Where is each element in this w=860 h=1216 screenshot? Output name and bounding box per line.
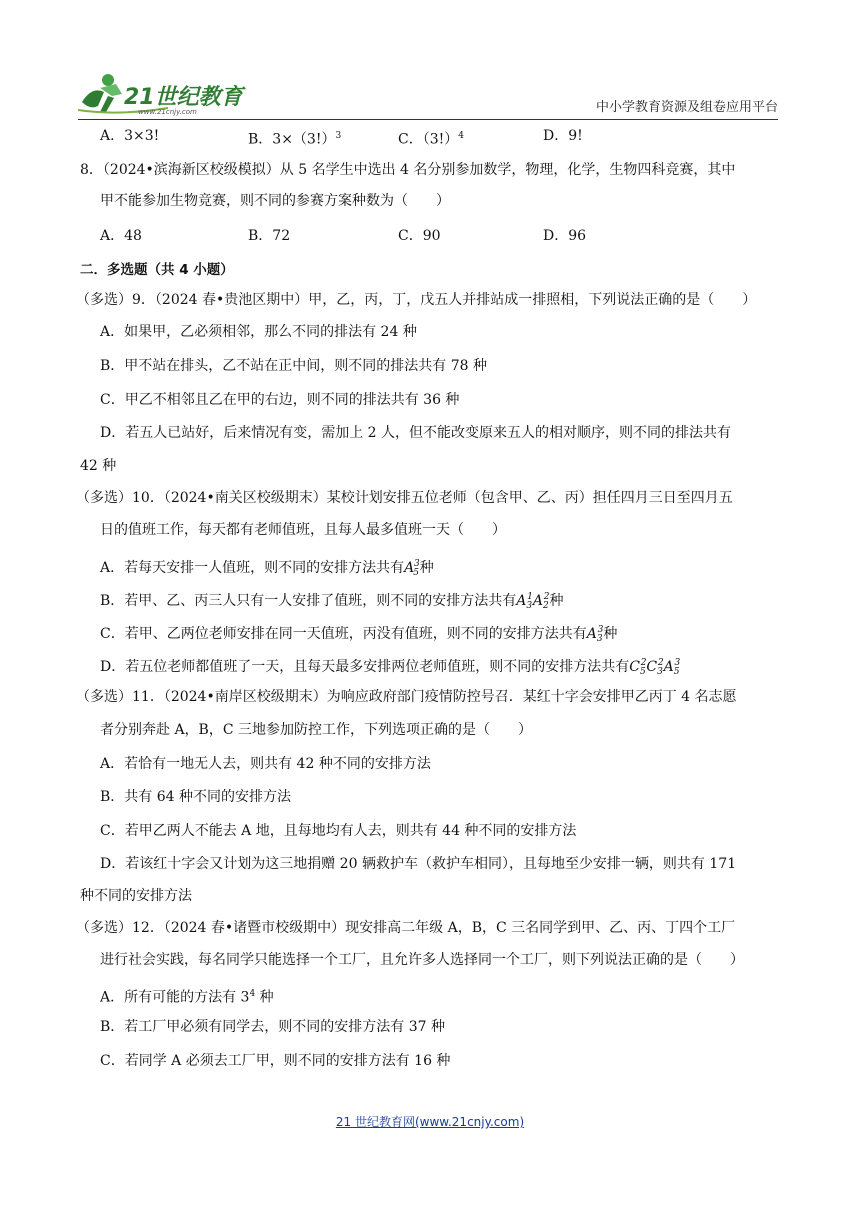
- q10-stem-1: （多选）10．（2024•南关区校级期末）某校计划安排五位老师（包含甲、乙、丙）担任四月三日至四月五: [76, 490, 733, 506]
- footer-link[interactable]: 21 世纪教育网(www.21cnjy.com): [335, 1115, 525, 1129]
- q12-option-a: A．所有可能的方法有 $3^4$ 种: [100, 989, 274, 1006]
- q9-option-d-cont: 42 种: [80, 458, 117, 474]
- page-header: [78, 58, 778, 118]
- q8-options: [80, 226, 780, 248]
- q12-stem-1: （多选）12．（2024 春•诸暨市校级期中）现安排高二年级 A，B，C 三名同学到甲、乙、丙、丁四个工厂: [76, 920, 736, 936]
- q10-option-a: A．若每天安排一人值班，则不同的安排方法共有$A_5^3$种: [100, 559, 434, 578]
- q7-option-b: B．$3\times(3!)^3$: [248, 131, 342, 148]
- q10-option-c: C．若甲、乙两位老师安排在同一天值班，丙没有值班，则不同的安排方法共有$A_3^3$种: [100, 625, 618, 644]
- section-heading: 二．多选题（共 4 小题）: [80, 262, 234, 278]
- svg-text:21世纪教育: 21世纪教育: [124, 85, 243, 110]
- q10-option-d: D．若五位老师都值班了一天，且每天最多安排两位老师值班，则不同的安排方法共有$C_5^2C_3^2A_5^3$: [100, 658, 681, 677]
- svg-text:www.21cnjy.com: www.21cnjy.com: [138, 108, 197, 116]
- q12-option-c: C．若同学 A 必须去工厂甲，则不同的安排方法有 16 种: [100, 1053, 451, 1069]
- q9-option-a: A．如果甲，乙必须相邻，那么不同的排法有 24 种: [100, 324, 417, 340]
- q7-option-c: C．$(3!)^4$: [398, 131, 464, 148]
- q8-option-b: B．72: [248, 228, 291, 244]
- platform-title: 中小学教育资源及组卷应用平台: [595, 100, 778, 115]
- q11-option-a: A．若恰有一地无人去，则共有 42 种不同的安排方法: [100, 756, 431, 772]
- q8-stem-2: 甲不能参加生物竞赛，则不同的参赛方案种数为（ ）: [100, 193, 450, 209]
- q9-option-c: C．甲乙不相邻且乙在甲的右边，则不同的排法共有 36 种: [100, 392, 460, 408]
- q11-stem-2: 者分别奔赴 A，B，C 三地参加防控工作，下列选项正确的是（ ）: [100, 722, 533, 738]
- q9-stem: （多选）9．（2024 春•贵池区期中）甲，乙，丙，丁，戊五人并排站成一排照相，下列说法正确的是（ ）: [76, 292, 757, 308]
- q11-stem-1: （多选）11．（2024•南岸区校级期末）为响应政府部门疫情防控号召．某红十字会安排甲乙丙丁 4 名志愿: [76, 689, 737, 705]
- q10-option-b: B．若甲、乙、丙三人只有一人安排了值班，则不同的安排方法共有$A_3^1A_2^2$种: [100, 592, 564, 611]
- q8-option-a: A．48: [100, 228, 142, 244]
- q9-option-b: B．甲不站在排头，乙不站在正中间，则不同的排法共有 78 种: [100, 358, 488, 374]
- q9-option-d: D．若五人已站好，后来情况有变，需加上 2 人，但不能改变原来五人的相对顺序，则不同的排法共有: [100, 425, 732, 441]
- q7-option-a: A．3×3!: [100, 128, 160, 144]
- q8-option-c: C．90: [398, 228, 441, 244]
- runner-logo-icon: [78, 66, 258, 118]
- header-divider: [78, 119, 778, 120]
- q11-option-d: D．若该红十字会又计划为这三地捐赠 20 辆救护车（救护车相同），且每地至少安排一辆，则共有 171: [100, 856, 737, 872]
- q7-options: [80, 124, 780, 146]
- logo: [78, 66, 258, 118]
- q10-stem-2: 日的值班工作，每天都有老师值班，且每人最多值班一天（ ）: [100, 522, 506, 538]
- q8-option-d: D．96: [543, 228, 587, 244]
- q11-option-c: C．若甲乙两人不能去 A 地，且每地均有人去，则共有 44 种不同的安排方法: [100, 823, 577, 839]
- q11-option-d-cont: 种不同的安排方法: [80, 888, 192, 904]
- q7-option-d: D．9!: [543, 128, 583, 144]
- q11-option-b: B．共有 64 种不同的安排方法: [100, 789, 292, 805]
- q8-stem-1: 8．（2024•滨海新区校级模拟）从 5 名学生中选出 4 名分别参加数学，物理，化学，生物四科竞赛，其中: [80, 162, 736, 178]
- q12-option-b: B．若工厂甲必须有同学去，则不同的安排方法有 37 种: [100, 1019, 446, 1035]
- q12-stem-2: 进行社会实践，每名同学只能选择一个工厂，且允许多人选择同一个工厂，则下列说法正确的是（ ）: [100, 952, 744, 968]
